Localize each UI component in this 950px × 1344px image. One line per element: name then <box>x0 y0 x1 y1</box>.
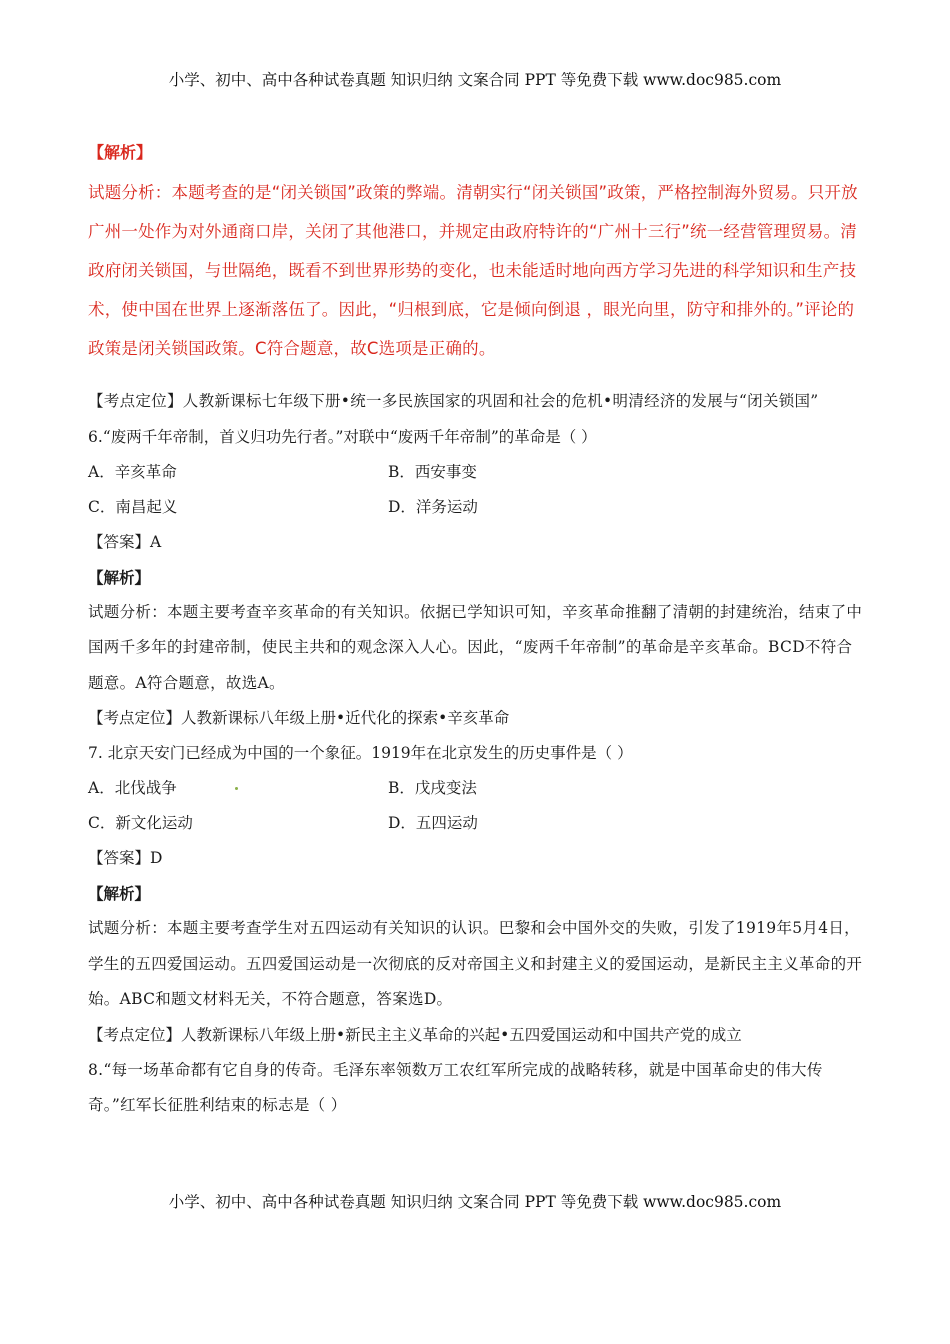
q7-kaodian: 【考点定位】人教新课标八年级上册•新民主主义革命的兴起•五四爱国运动和中国共产党的成立 <box>88 1025 742 1044</box>
q6-options-row-2 <box>88 490 864 525</box>
q5-analysis: 试题分析：本题考查的是“闭关锁国”政策的弊端。清朝实行“闭关锁国”政策，严格控制海外贸易。只开放广州一处作为对外通商口岸，关闭了其他港口，并规定由政府特许的“广州十三行”统一经营管理贸易。清政府闭关锁国，与世隔绝，既看不到世界形势的变化，也未能适时地向西方学习先进的科学知识和生产技术，使中国在世界上逐渐落伍了。因此，“归根到底，它是倾向倒退 ，眼光向里，防守和排外的。”评论的政策是闭关锁国政策。C符合题意，故C选项是正确的。 <box>88 183 858 358</box>
q5-explanation <box>88 141 864 368</box>
q7-option-a <box>88 771 388 806</box>
q6-answer: 【答案】A <box>88 532 162 551</box>
page-header: 小学、初中、高中各种试卷真题 知识归纳 文案合同 PPT 等免费下载 www.doc985.com <box>168 71 782 89</box>
q7-analysis: 试题分析：本题主要考查学生对五四运动有关知识的认识。巴黎和会中国外交的失败，引发了1919年5月4日，学生的五四爱国运动。五四爱国运动是一次彻底的反对帝国主义和封建主义的爱国运动，是新民主主义革命的开始。ABC和题文材料无关，不符合题意，答案选D。 <box>88 919 863 1008</box>
q7-answer: 【答案】D <box>88 849 163 867</box>
page-footer: 小学、初中、高中各种试卷真题 知识归纳 文案合同 PPT 等免费下载 www.doc985.com <box>168 1193 782 1211</box>
q5-kaodian: 【考点定位】人教新课标七年级下册•统一多民族国家的巩固和社会的危机•明清经济的发展与“闭关锁国” <box>88 392 819 410</box>
q6-kaodian: 【考点定位】人教新课标八年级上册•近代化的探索•辛亥革命 <box>88 709 510 727</box>
q7-jiexi-label: 【解析】 <box>88 884 151 903</box>
q7-options-row-1 <box>88 771 864 806</box>
q5-jiexi-label: 【解析】 <box>88 143 153 162</box>
q6-option-a: A．辛亥革命 <box>88 462 177 481</box>
q6-analysis: 试题分析：本题主要考查辛亥革命的有关知识。依据已学知识可知，辛亥革命推翻了清朝的封建统治，结束了中国两千多年的封建帝制，使民主共和的观念深入人心。因此，“废两千年帝制”的革命是辛亥革命。BCD不符合题意。A符合题意，故选A。 <box>88 602 863 692</box>
stray-dot-mark <box>235 787 238 790</box>
q6-jiexi-label: 【解析】 <box>88 567 151 587</box>
q7-options-row-2 <box>88 806 864 841</box>
q7-option-c: C．新文化运动 <box>88 814 193 832</box>
q7-option-d: D．五四运动 <box>388 814 478 832</box>
q7-option-b: B．戊戌变法 <box>388 779 477 797</box>
q6-option-d: D．洋务运动 <box>388 497 478 516</box>
q8-stem: 8.“每一场革命都有它自身的传奇。毛泽东率领数万工农红军所完成的战略转移，就是中国革命史的伟大传奇。”红军长征胜利结束的标志是（ ） <box>88 1060 823 1114</box>
q6-option-b: B．西安事变 <box>388 462 477 481</box>
q7-stem: 7. 北京天安门已经成为中国的一个象征。1919年在北京发生的历史事件是（ ） <box>88 744 633 762</box>
q7-option-a-text: A．北伐战争 <box>88 779 177 797</box>
q6-options-row-1 <box>88 455 864 490</box>
q6-stem: 6.“废两千年帝制，首义归功先行者。”对联中“废两千年帝制”的革命是（ ） <box>88 427 597 446</box>
q6-option-c: C．南昌起义 <box>88 497 178 516</box>
document-body <box>88 141 864 1124</box>
